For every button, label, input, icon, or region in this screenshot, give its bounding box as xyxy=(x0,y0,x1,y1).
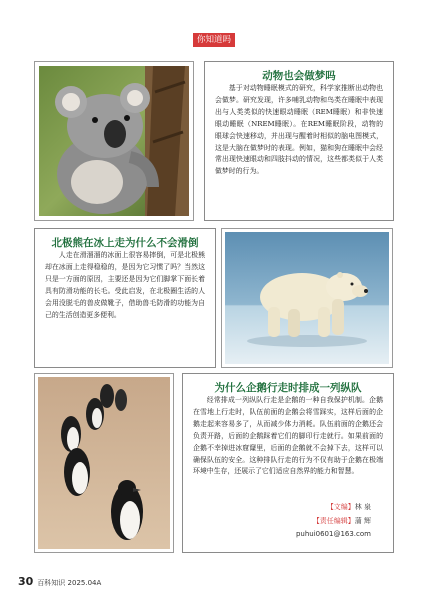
koala-photo xyxy=(35,62,193,220)
article-title: 动物也会做梦吗 xyxy=(262,70,336,82)
article-body: 人走在滑溜溜的冰面上很容易摔倒，可是北极熊却在冰面上走得稳稳的，是因为它习惯了吗？当然这只是一方面的原因，主要还是因为它们脚掌下面长着具有防滑功能的长毛。受此启发，在北极圈生活的人会用没脱毛的兽皮做靴子，借助兽毛防滑的功能为自己的生活创造更多便利。 xyxy=(45,251,205,319)
polar-bear-image-frame xyxy=(221,228,393,368)
credit-name: 蒲 辉 xyxy=(354,517,371,525)
credit-label: 【文编】 xyxy=(326,503,355,511)
credit-label: 【责任编辑】 xyxy=(312,517,355,525)
magazine-issue: 百科知识 2025.04A xyxy=(37,579,102,587)
article-title: 为什么企鹅行走时排成一列纵队 xyxy=(214,382,362,394)
editor-email[interactable]: puhui0601@163.com xyxy=(295,530,371,538)
article-dreaming-animals xyxy=(204,61,394,221)
article-polar-bear xyxy=(34,228,216,368)
article-penguins xyxy=(182,373,394,553)
page-number: 30 xyxy=(18,575,34,588)
koala-image-frame xyxy=(34,61,194,221)
penguins-photo xyxy=(35,374,173,552)
article-body: 经常排成一列纵队行走是企鹅的一种自我保护机制。企鹅在雪地上行走时，队伍前面的企鹅会将雪踩实，这样后面的企鹅走起来容易多了，从而减少体力消耗。队伍前面的企鹅还会负责开路，后面的企鹅踩着它们的脚印行走就行。如果前面的企鹅不幸掉进冰窟窿里，后面的企鹅就不会掉下去，这样可以确保队伍的安全。这种排队行走的行为不仅有助于企鹅在极端环境中生存，还展示了它们适应自然界的能力和智慧。 xyxy=(193,396,383,476)
article-body: 基于对动物睡眠模式的研究，科学家推断出动物也会做梦。研究发现，许多哺乳动物和鸟类在睡眠中表现出与人类类似的快速眼动睡眠（REM睡眠）和非快速眼动睡眠（NREM睡眠）。在REM睡眠阶段，动物的眼球会快速移动，并出现与醒着时相似的脑电图模式，这是大脑在做梦时的表现。例如，猫和狗在睡眠中会经常出现快速眼动和四肢抖动的情况，这些都类似于人类做梦时的行为。 xyxy=(215,84,383,176)
credit-name: 林 泉 xyxy=(354,503,371,511)
polar-bear-photo xyxy=(222,229,392,367)
penguins-image-frame xyxy=(34,373,174,553)
section-tag: 你知道吗 xyxy=(193,33,235,47)
page-footer xyxy=(18,575,101,588)
credit-responsible-editor xyxy=(313,516,371,526)
credit-text-editor xyxy=(327,502,371,512)
article-title: 北极熊在冰上走为什么不会滑倒 xyxy=(51,237,199,249)
